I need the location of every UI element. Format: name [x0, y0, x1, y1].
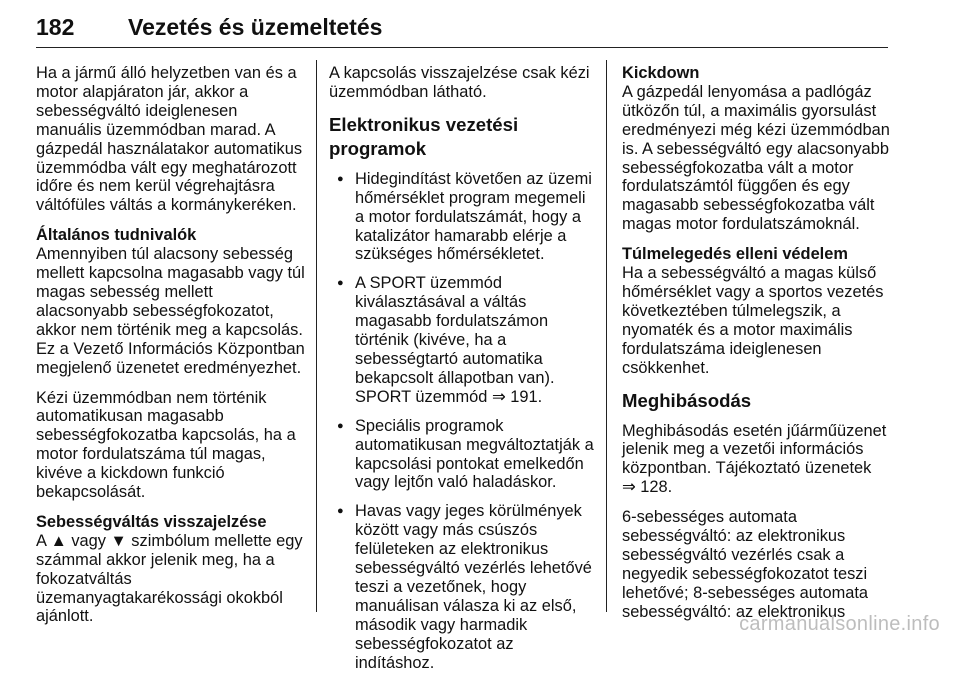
page-title: Vezetés és üzemeltetés: [128, 14, 383, 40]
watermark: carmanualsonline.info: [739, 613, 940, 635]
paragraph-manual-no-upshift: Kézi üzemmódban nem történik automatikusan magasabb sebességfokozatba kapcsolás, ha a motor fordulatszáma túl magas, kivéve a kickdown funkció bekapcsolását.: [36, 388, 296, 502]
column-left: [36, 64, 308, 637]
heading-malfunction: Meghibásodás: [622, 389, 752, 411]
heading-overheat-protection: Túlmelegedés elleni védelem: [622, 245, 848, 264]
column-divider-1: [316, 60, 317, 612]
page-number: 182: [36, 14, 75, 40]
paragraph-indicator-manual-only: A kapcsolás visszajelzése csak kézi üzemmódban látható.: [329, 64, 590, 101]
paragraph-shift-indicator: A ▲ vagy ▼ szimbólum mellette egy számmal akkor jelenik meg, ha a fokozatváltás üzemanyagtakarékossági okokból ajánlott.: [36, 531, 303, 626]
bullet-sport-mode: A SPORT üzemmód kiválasztásával a váltás magasabb fordulatszámon történik (kivéve, ha a sebességtartó automatika bekapcsolt állapotban van). SPORT üzemmód ⇒ 191.: [355, 274, 555, 406]
column-middle: [329, 64, 599, 682]
list-item: [329, 170, 599, 265]
paragraph-kickdown: A gázpedál lenyomása a padlógáz ütközőn túl, a maximális gyorsulást eredményezi még kézi üzemmódban is. A sebességváltó egy alacsonyabb sebességfokozatba vált a motor fordulatszámtól függően és egy magasabb sebességfokozatba vált magas motor fordulatszámoknál.: [622, 82, 890, 234]
bullet-icon: ●: [337, 172, 344, 185]
bullet-cold-start: Hidegindítást követően az üzemi hőmérséklet program megemeli a motor fordulatszámát, hogy a katalizátor hamarabb elérje a szükséges hőmérsékletet.: [355, 169, 592, 264]
paragraph-gear-limits: 6-sebességes automata sebességváltó: az elektronikus sebességváltó vezérlés csak a negyedik sebességfokozatot teszi lehetővé; 8-sebességes automata sebességváltó: az elektronikus: [622, 508, 869, 621]
heading-electronic-programs: Elektronikus vezetési programok: [329, 113, 519, 159]
heading-shift-indicator: Sebességváltás visszajelzése: [36, 512, 267, 531]
bullet-icon: ●: [337, 419, 344, 432]
bullet-icon: ●: [337, 277, 344, 290]
paragraph-malfunction: Meghibásodás esetén jűárműüzenet jelenik meg a vezetői információs központban. Tájékoztató üzenetek ⇒ 128.: [622, 421, 887, 497]
paragraph-shift-speed: Amennyiben túl alacsony sebesség mellett kapcsolna magasabb vagy túl magas sebesség mellett alacsonyabb sebességfokozatot, akkor nem történik meg a kapcsolás. Ez a Vezető Információs Központban megjelenő üzenetet eredményezhet.: [36, 245, 305, 377]
column-divider-2: [606, 60, 607, 612]
header-divider: [36, 47, 888, 48]
heading-general-info: Általános tudnivalók: [36, 226, 197, 245]
bullet-winter-conditions: Havas vagy jeges körülmények között vagy más csúszós felületeken az elektronikus sebességváltó vezérlés lehetővé teszi a vezetőnek, hogy manuálisan válasza ki az első, második vagy harmadik sebességfokozatot az indításhoz.: [355, 502, 592, 672]
list-item: [329, 502, 599, 672]
bullet-icon: ●: [337, 505, 344, 518]
list-item: [329, 417, 599, 493]
page-header: [36, 8, 888, 48]
bullet-special-programs: Speciális programok automatikusan megváltoztatják a kapcsolási pontokat emelkedőn vagy lejtőn való haladáskor.: [355, 416, 594, 492]
column-right: [622, 64, 892, 633]
paragraph-manual-mode-idle: Ha a jármű álló helyzetben van és a motor alapjáraton jár, akkor a sebességváltó ideiglenesen manuális üzemmódban marad. A gázpedál használatakor automatikus üzemmódba vált egy meghatározott időre és nem kerül végrehajtásra váltófüles váltás a kormánykeréken.: [36, 64, 303, 215]
heading-kickdown: Kickdown: [622, 64, 700, 82]
paragraph-overheat-protection: Ha a sebességváltó a magas külső hőmérséklet vagy a sportos vezetés következtében túlmelegszik, a nyomaték és a motor maximális fordulatszáma ideiglenesen csökkenhet.: [622, 264, 884, 377]
list-item: [329, 274, 599, 406]
